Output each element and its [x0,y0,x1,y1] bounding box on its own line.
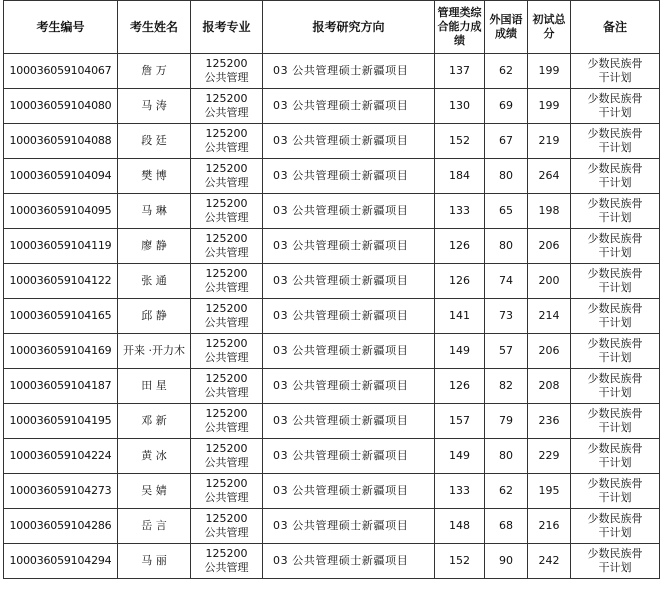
cell-mgmt-score: 137 [435,54,485,89]
cell-note [571,159,660,194]
major-name: 公共管理 [204,281,249,294]
cell-mgmt-score: 133 [435,474,485,509]
cell-total-score: 206 [528,229,571,264]
cell-name: 邓 新 [118,404,191,439]
cell-mgmt-score: 148 [435,509,485,544]
major-code: 125200 [205,127,248,140]
cell-note [571,54,660,89]
table-row [4,334,660,369]
note-line-2: 干计划 [598,281,632,294]
cell-direction: 03 公共管理硕士新疆项目 [263,159,435,194]
major-code: 125200 [205,442,248,455]
cell-foreign-score: 69 [485,89,528,124]
cell-total-score: 242 [528,544,571,579]
cell-name: 马 丽 [118,544,191,579]
cell-major [191,159,263,194]
major-code: 125200 [205,372,248,385]
note-line-2: 干计划 [598,141,632,154]
note-line-1: 少数民族骨 [587,372,643,385]
major-name: 公共管理 [204,456,249,469]
header-direction: 报考研究方向 [263,1,435,54]
cell-id: 100036059104286 [4,509,118,544]
table-row [4,439,660,474]
cell-direction: 03 公共管理硕士新疆项目 [263,229,435,264]
major-name: 公共管理 [204,561,249,574]
cell-note [571,124,660,159]
major-code: 125200 [205,302,248,315]
major-code: 125200 [205,197,248,210]
major-name: 公共管理 [204,386,249,399]
major-code: 125200 [205,407,248,420]
cell-mgmt-score: 152 [435,544,485,579]
note-line-1: 少数民族骨 [587,57,643,70]
header-id: 考生编号 [4,1,118,54]
cell-name: 马 琳 [118,194,191,229]
cell-note [571,544,660,579]
cell-major [191,369,263,404]
table-row [4,229,660,264]
cell-foreign-score: 80 [485,439,528,474]
cell-id: 100036059104165 [4,299,118,334]
note-line-1: 少数民族骨 [587,232,643,245]
note-line-2: 干计划 [598,386,632,399]
cell-name: 邱 静 [118,299,191,334]
cell-total-score: 199 [528,89,571,124]
note-line-2: 干计划 [598,561,632,574]
major-name: 公共管理 [204,491,249,504]
major-name: 公共管理 [204,421,249,434]
cell-name: 田 星 [118,369,191,404]
cell-id: 100036059104273 [4,474,118,509]
cell-major [191,404,263,439]
table-row [4,54,660,89]
cell-total-score: 206 [528,334,571,369]
header-total-score: 初试总分 [528,1,571,54]
note-line-1: 少数民族骨 [587,337,643,350]
note-line-2: 干计划 [598,456,632,469]
major-code: 125200 [205,477,248,490]
cell-note [571,264,660,299]
cell-foreign-score: 68 [485,509,528,544]
note-line-1: 少数民族骨 [587,197,643,210]
cell-mgmt-score: 149 [435,439,485,474]
cell-foreign-score: 62 [485,474,528,509]
note-line-1: 少数民族骨 [587,302,643,315]
cell-id: 100036059104169 [4,334,118,369]
cell-note [571,369,660,404]
table-row [4,124,660,159]
cell-note [571,439,660,474]
cell-id: 100036059104095 [4,194,118,229]
cell-direction: 03 公共管理硕士新疆项目 [263,404,435,439]
cell-id: 100036059104224 [4,439,118,474]
note-line-1: 少数民族骨 [587,512,643,525]
cell-note [571,89,660,124]
table-row [4,404,660,439]
cell-foreign-score: 62 [485,54,528,89]
cell-major [191,194,263,229]
table-row [4,474,660,509]
cell-name: 开来 ·开力木 [118,334,191,369]
cell-foreign-score: 65 [485,194,528,229]
cell-total-score: 229 [528,439,571,474]
note-line-1: 少数民族骨 [587,267,643,280]
cell-name: 张 通 [118,264,191,299]
cell-note [571,334,660,369]
cell-id: 100036059104119 [4,229,118,264]
cell-major [191,439,263,474]
major-code: 125200 [205,162,248,175]
cell-major [191,229,263,264]
cell-direction: 03 公共管理硕士新疆项目 [263,509,435,544]
table-row [4,299,660,334]
cell-foreign-score: 67 [485,124,528,159]
table-body [4,54,660,579]
cell-major [191,299,263,334]
major-name: 公共管理 [204,176,249,189]
cell-direction: 03 公共管理硕士新疆项目 [263,89,435,124]
cell-mgmt-score: 141 [435,299,485,334]
cell-total-score: 199 [528,54,571,89]
cell-mgmt-score: 126 [435,264,485,299]
major-name: 公共管理 [204,351,249,364]
major-code: 125200 [205,512,248,525]
major-name: 公共管理 [204,211,249,224]
cell-foreign-score: 73 [485,299,528,334]
cell-direction: 03 公共管理硕士新疆项目 [263,299,435,334]
cell-note [571,474,660,509]
cell-id: 100036059104187 [4,369,118,404]
cell-mgmt-score: 152 [435,124,485,159]
header-note: 备注 [571,1,660,54]
cell-name: 吴 婧 [118,474,191,509]
major-name: 公共管理 [204,526,249,539]
cell-mgmt-score: 130 [435,89,485,124]
cell-id: 100036059104294 [4,544,118,579]
note-line-2: 干计划 [598,526,632,539]
cell-name: 詹 万 [118,54,191,89]
cell-total-score: 208 [528,369,571,404]
cell-direction: 03 公共管理硕士新疆项目 [263,124,435,159]
cell-total-score: 195 [528,474,571,509]
cell-note [571,509,660,544]
header-mgmt-score: 管理类综合能力成绩 [435,1,485,54]
note-line-1: 少数民族骨 [587,477,643,490]
note-line-2: 干计划 [598,316,632,329]
major-name: 公共管理 [204,71,249,84]
cell-id: 100036059104094 [4,159,118,194]
major-name: 公共管理 [204,316,249,329]
major-code: 125200 [205,337,248,350]
cell-direction: 03 公共管理硕士新疆项目 [263,54,435,89]
note-line-2: 干计划 [598,71,632,84]
header-name: 考生姓名 [118,1,191,54]
cell-name: 樊 博 [118,159,191,194]
table-row [4,369,660,404]
cell-foreign-score: 79 [485,404,528,439]
cell-name: 段 廷 [118,124,191,159]
table-row [4,194,660,229]
cell-note [571,404,660,439]
cell-mgmt-score: 157 [435,404,485,439]
cell-total-score: 200 [528,264,571,299]
cell-total-score: 216 [528,509,571,544]
cell-direction: 03 公共管理硕士新疆项目 [263,264,435,299]
cell-direction: 03 公共管理硕士新疆项目 [263,439,435,474]
cell-direction: 03 公共管理硕士新疆项目 [263,544,435,579]
note-line-1: 少数民族骨 [587,127,643,140]
cell-name: 黄 冰 [118,439,191,474]
note-line-2: 干计划 [598,351,632,364]
cell-total-score: 219 [528,124,571,159]
note-line-2: 干计划 [598,176,632,189]
major-name: 公共管理 [204,106,249,119]
note-line-1: 少数民族骨 [587,92,643,105]
header-foreign-score: 外国语成绩 [485,1,528,54]
note-line-2: 干计划 [598,491,632,504]
cell-id: 100036059104067 [4,54,118,89]
cell-mgmt-score: 149 [435,334,485,369]
major-code: 125200 [205,547,248,560]
cell-id: 100036059104080 [4,89,118,124]
table-row [4,544,660,579]
header-major: 报考专业 [191,1,263,54]
cell-note [571,299,660,334]
note-line-1: 少数民族骨 [587,442,643,455]
cell-total-score: 198 [528,194,571,229]
note-line-2: 干计划 [598,211,632,224]
note-line-1: 少数民族骨 [587,407,643,420]
note-line-2: 干计划 [598,106,632,119]
cell-direction: 03 公共管理硕士新疆项目 [263,474,435,509]
table-row [4,264,660,299]
major-code: 125200 [205,92,248,105]
note-line-1: 少数民族骨 [587,162,643,175]
cell-id: 100036059104122 [4,264,118,299]
major-code: 125200 [205,267,248,280]
note-line-2: 干计划 [598,421,632,434]
cell-name: 岳 言 [118,509,191,544]
cell-direction: 03 公共管理硕士新疆项目 [263,369,435,404]
cell-major [191,124,263,159]
major-name: 公共管理 [204,246,249,259]
cell-name: 马 涛 [118,89,191,124]
cell-id: 100036059104088 [4,124,118,159]
cell-major [191,264,263,299]
major-name: 公共管理 [204,141,249,154]
cell-mgmt-score: 133 [435,194,485,229]
cell-total-score: 236 [528,404,571,439]
table-row [4,89,660,124]
cell-name: 廖 静 [118,229,191,264]
header-row [4,1,660,54]
cell-mgmt-score: 184 [435,159,485,194]
cell-foreign-score: 74 [485,264,528,299]
cell-foreign-score: 90 [485,544,528,579]
cell-total-score: 214 [528,299,571,334]
cell-foreign-score: 57 [485,334,528,369]
cell-mgmt-score: 126 [435,229,485,264]
cell-foreign-score: 80 [485,159,528,194]
cell-major [191,544,263,579]
cell-major [191,474,263,509]
table-row [4,509,660,544]
table-row [4,159,660,194]
cell-total-score: 264 [528,159,571,194]
cell-foreign-score: 82 [485,369,528,404]
cell-mgmt-score: 126 [435,369,485,404]
cell-direction: 03 公共管理硕士新疆项目 [263,334,435,369]
cell-foreign-score: 80 [485,229,528,264]
major-code: 125200 [205,232,248,245]
major-code: 125200 [205,57,248,70]
cell-major [191,334,263,369]
admission-table [3,0,660,579]
cell-major [191,54,263,89]
cell-note [571,229,660,264]
cell-major [191,89,263,124]
note-line-2: 干计划 [598,246,632,259]
note-line-1: 少数民族骨 [587,547,643,560]
cell-note [571,194,660,229]
cell-direction: 03 公共管理硕士新疆项目 [263,194,435,229]
cell-major [191,509,263,544]
cell-id: 100036059104195 [4,404,118,439]
